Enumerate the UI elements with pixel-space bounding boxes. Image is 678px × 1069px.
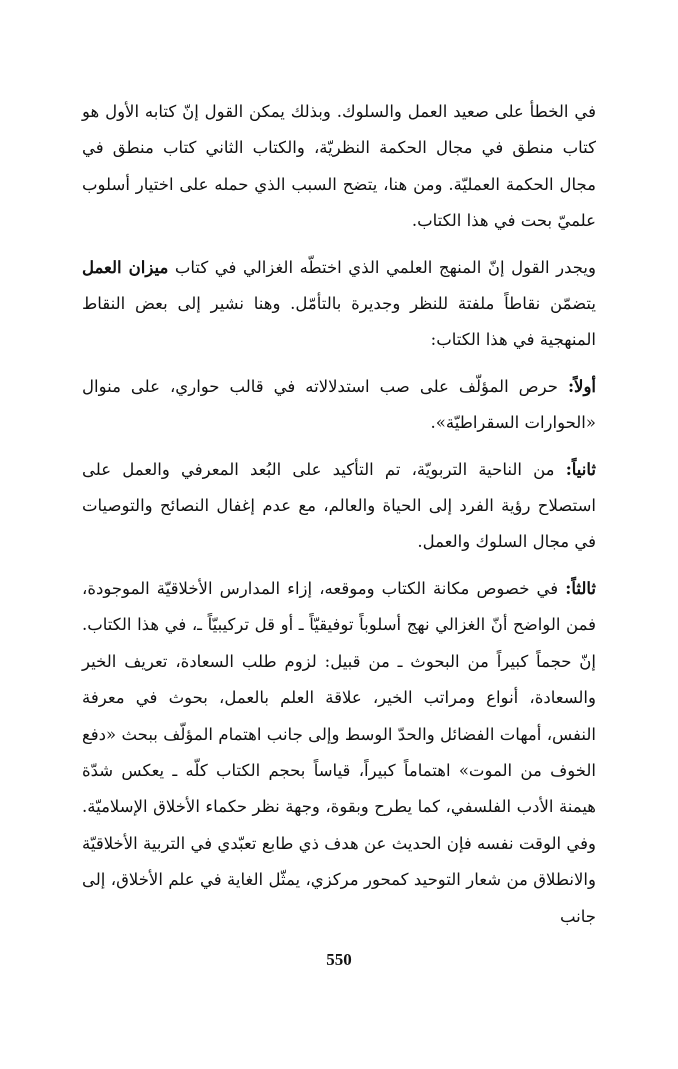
point-first (82, 369, 596, 442)
point-third-text: في خصوص مكانة الكتاب وموقعه، إزاء المدارس الأخلاقيّة الموجودة، فمن الواضح أنّ الغزالي نهج أسلوباً توفيقيّاً ـ أو قل تركيبيّاً ـ، في هذا الكتاب. إنّ حجماً كبيراً من البحوث ـ من قبيل: لزوم طلب السعادة، تعريف الخير والسعادة، أنواع ومراتب الخير، علاقة العلم بالعمل، بحوث في معرفة النفس، أمهات الفضائل والحدّ الوسط وإلى جانب اهتمام المؤلّف ببحث «دفع الخوف من الموت» اهتماماً كبيراً، قياساً بحجم الكتاب كلّه ـ يعكس شدّة هيمنة الأدب الفلسفي، كما يطرح وبقوة، وجهة نظر حكماء الأخلاق الإسلاميّة. وفي الوقت نفسه فإن الحديث عن هدف ذي طابع تعبّدي في التربية الأخلاقيّة والانطلاق من شعار التوحيد كمحور مركزي، يمثّل الغاية في علم الأخلاق، إلى جانب (82, 578, 596, 926)
point-second-label: ثانياً: (565, 459, 596, 479)
point-second-text: من الناحية التربويّة، تم التأكيد على البُعد المعرفي والعمل على استصلاح رؤية الفرد إلى الحياة والعالم، مع عدم إغفال النصائح والتوصيات في مجال السلوك والعمل. (82, 459, 596, 552)
point-first-text: حرص المؤلّف على صب استدلالاته في قالب حواري، على منوال «الحوارات السقراطيّة». (82, 376, 596, 433)
paragraph-method-text-before: ويجدر القول إنّ المنهج العلمي الذي اختطّه الغزالي في كتاب (168, 257, 596, 277)
paragraph-intro (82, 94, 596, 240)
point-second (82, 452, 596, 561)
page-number: 550 (326, 950, 352, 969)
paragraph-method-text-after: يتضمّن نقاطاً ملفتة للنظر وجديرة بالتأمّل. وهنا نشير إلى بعض النقاط المنهجية في هذا الكتاب: (82, 294, 596, 350)
paragraph-method (82, 250, 596, 359)
point-third-label: ثالثاً: (565, 578, 596, 598)
point-first-label: أولاً: (567, 376, 596, 396)
book-title: ميزان العمل (82, 257, 169, 277)
point-third (82, 571, 596, 935)
page-body (82, 94, 596, 935)
paragraph-intro-text: في الخطأ على صعيد العمل والسلوك. وبذلك يمكن القول إنّ كتابه الأول هو كتاب منطق في مجال الحكمة النظريّة، والكتاب الثاني كتاب منطق في مجال الحكمة العمليّة. ومن هنا، يتضح السبب الذي حمله على اختيار أسلوب علميّ بحت في هذا الكتاب. (82, 102, 596, 231)
